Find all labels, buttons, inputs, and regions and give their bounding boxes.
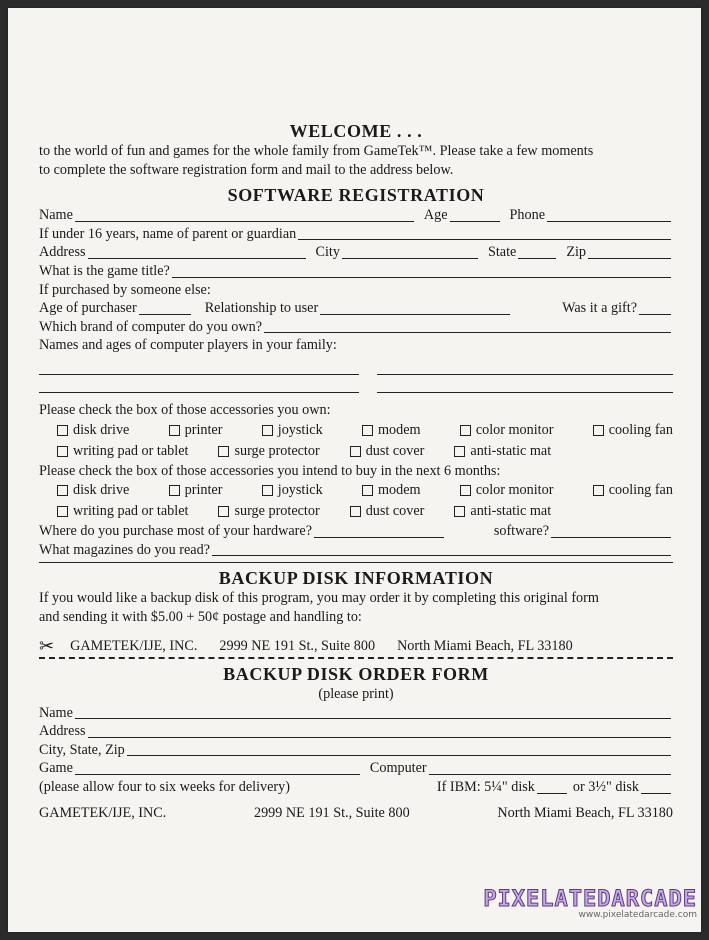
game-title-label: What is the game title? bbox=[39, 262, 170, 279]
backup-street: 2999 NE 191 St., Suite 800 bbox=[219, 637, 376, 654]
order-city-field[interactable] bbox=[127, 742, 671, 756]
phone-label: Phone bbox=[509, 207, 545, 224]
welcome-heading: WELCOME . . . bbox=[289, 121, 423, 141]
relationship-field[interactable] bbox=[320, 301, 510, 315]
state-field[interactable] bbox=[518, 245, 556, 259]
order-company: GAMETEK/IJE, INC. bbox=[39, 804, 167, 821]
checkbox[interactable] bbox=[460, 425, 471, 436]
divider bbox=[39, 562, 673, 563]
backup-city: North Miami Beach, FL 33180 bbox=[397, 637, 573, 654]
intend-writing-pad[interactable]: writing pad or tablet bbox=[57, 502, 188, 521]
own-accessories-row-1 bbox=[39, 420, 673, 441]
intend-prompt: Please check the box of those accessories you intend to buy in the next 6 months: bbox=[39, 462, 501, 479]
city-field[interactable] bbox=[342, 245, 478, 259]
software-field[interactable] bbox=[551, 524, 671, 538]
order-address-row bbox=[39, 722, 673, 741]
order-computer-field[interactable] bbox=[429, 761, 671, 775]
watermark-logo: PIXELATEDARCADE bbox=[483, 887, 697, 912]
order-35-field[interactable] bbox=[641, 780, 671, 794]
welcome-line-2: to complete the software registration form and mail to the address below. bbox=[39, 161, 454, 178]
name-field[interactable] bbox=[75, 208, 414, 222]
own-prompt: Please check the box of those accessories you own: bbox=[39, 401, 331, 418]
name-row bbox=[39, 206, 673, 225]
magazines-label: What magazines do you read? bbox=[39, 541, 210, 558]
checkbox[interactable] bbox=[350, 446, 361, 457]
checkbox[interactable] bbox=[218, 446, 229, 457]
zip-field[interactable] bbox=[588, 245, 671, 259]
watermark-url: www.pixelatedarcade.com bbox=[578, 910, 697, 920]
players-field-4[interactable] bbox=[377, 375, 673, 393]
game-title-field[interactable] bbox=[172, 264, 671, 278]
players-lines bbox=[39, 357, 673, 393]
zip-label: Zip bbox=[566, 244, 587, 261]
order-name-field[interactable] bbox=[75, 705, 671, 719]
backup-line-1: If you would like a backup disk of this program, you may order it by completing this original form bbox=[39, 590, 599, 607]
order-or-label: or 3½" disk bbox=[572, 779, 639, 796]
checkbox[interactable] bbox=[218, 506, 229, 517]
checkbox[interactable] bbox=[262, 485, 273, 496]
checkbox[interactable] bbox=[362, 425, 373, 436]
own-anti-static-mat[interactable]: anti-static mat bbox=[454, 442, 551, 461]
own-writing-pad[interactable]: writing pad or tablet bbox=[57, 442, 188, 461]
checkbox[interactable] bbox=[57, 506, 68, 517]
game-title-row bbox=[39, 262, 673, 281]
brand-row bbox=[39, 318, 673, 337]
intend-joystick[interactable]: joystick bbox=[262, 481, 323, 500]
hardware-field[interactable] bbox=[314, 524, 444, 538]
checkbox[interactable] bbox=[362, 485, 373, 496]
intend-cooling-fan[interactable]: cooling fan bbox=[593, 481, 673, 500]
own-color-monitor[interactable]: color monitor bbox=[460, 421, 554, 440]
checkbox[interactable] bbox=[593, 485, 604, 496]
order-address-field[interactable] bbox=[88, 724, 672, 738]
order-subheading: (please print) bbox=[318, 686, 394, 703]
checkbox[interactable] bbox=[57, 425, 68, 436]
backup-company: GAMETEK/IJE, INC. bbox=[70, 637, 198, 654]
address-row bbox=[39, 243, 673, 262]
order-name-label: Name bbox=[39, 704, 73, 721]
hardware-row bbox=[39, 522, 673, 541]
software-label: software? bbox=[493, 523, 549, 540]
city-label: City bbox=[315, 244, 340, 261]
players-label: Names and ages of computer players in your family: bbox=[39, 337, 337, 354]
intend-accessories-row-2 bbox=[39, 501, 673, 522]
players-field-1[interactable] bbox=[39, 357, 359, 375]
welcome-line-1: to the world of fun and games for the whole family from GameTek™. Please take a few moments bbox=[39, 143, 594, 159]
name-label: Name bbox=[39, 207, 73, 224]
intend-accessories-row-1 bbox=[39, 480, 673, 501]
order-city-label: City, State, Zip bbox=[39, 741, 125, 758]
own-accessories-row-2 bbox=[39, 441, 673, 462]
magazines-row bbox=[39, 541, 673, 560]
guardian-label: If under 16 years, name of parent or guardian bbox=[39, 225, 297, 242]
watermark bbox=[483, 887, 697, 920]
purchaser-row bbox=[39, 299, 673, 318]
phone-field[interactable] bbox=[547, 208, 671, 222]
form-content bbox=[39, 120, 673, 822]
purchaser-age-field[interactable] bbox=[139, 301, 191, 315]
checkbox[interactable] bbox=[57, 485, 68, 496]
state-label: State bbox=[487, 244, 517, 261]
checkbox[interactable] bbox=[454, 506, 465, 517]
gift-field[interactable] bbox=[639, 301, 671, 315]
purchased-by-label: If purchased by someone else: bbox=[39, 281, 211, 298]
backup-line-2: and sending it with $5.00 + 50¢ postage and handling to: bbox=[39, 608, 362, 625]
order-city: North Miami Beach, FL 33180 bbox=[497, 804, 673, 821]
checkbox[interactable] bbox=[169, 485, 180, 496]
age-label: Age bbox=[423, 207, 448, 224]
own-joystick[interactable]: joystick bbox=[262, 421, 323, 440]
brand-field[interactable] bbox=[264, 319, 671, 333]
intend-color-monitor[interactable]: color monitor bbox=[460, 481, 554, 500]
form-page bbox=[8, 8, 701, 932]
order-computer-label: Computer bbox=[369, 760, 427, 777]
hardware-label: Where do you purchase most of your hardware? bbox=[39, 523, 313, 540]
address-field[interactable] bbox=[88, 245, 306, 259]
order-game-row bbox=[39, 759, 673, 778]
checkbox[interactable] bbox=[593, 425, 604, 436]
players-field-2[interactable] bbox=[377, 357, 673, 375]
players-row bbox=[39, 336, 673, 355]
relationship-label: Relationship to user bbox=[204, 300, 319, 317]
order-city-row bbox=[39, 741, 673, 760]
intend-dust-cover[interactable]: dust cover bbox=[350, 502, 425, 521]
intend-disk-drive[interactable]: disk drive bbox=[57, 481, 129, 500]
own-modem[interactable]: modem bbox=[362, 421, 421, 440]
cut-line bbox=[39, 657, 673, 659]
checkbox[interactable] bbox=[169, 425, 180, 436]
address-label: Address bbox=[39, 244, 86, 261]
intend-anti-static-mat[interactable]: anti-static mat bbox=[454, 502, 551, 521]
own-disk-drive[interactable]: disk drive bbox=[57, 421, 129, 440]
order-street: 2999 NE 191 St., Suite 800 bbox=[253, 804, 410, 821]
magazines-field[interactable] bbox=[212, 542, 671, 556]
purchaser-age-label: Age of purchaser bbox=[39, 300, 137, 317]
mail-address-row bbox=[39, 637, 673, 656]
checkbox[interactable] bbox=[454, 446, 465, 457]
registration-heading: SOFTWARE REGISTRATION bbox=[227, 185, 485, 206]
own-cooling-fan[interactable]: cooling fan bbox=[593, 421, 673, 440]
intend-surge-protector[interactable]: surge protector bbox=[218, 502, 319, 521]
order-name-row bbox=[39, 704, 673, 723]
intend-printer[interactable]: printer bbox=[169, 481, 223, 500]
backup-heading: BACKUP DISK INFORMATION bbox=[218, 568, 494, 589]
order-game-label: Game bbox=[39, 760, 73, 777]
order-delivery-label: (please allow four to six weeks for delivery) bbox=[39, 779, 290, 796]
intend-modem[interactable]: modem bbox=[362, 481, 421, 500]
guardian-row bbox=[39, 225, 673, 244]
own-surge-protector[interactable]: surge protector bbox=[218, 442, 319, 461]
checkbox[interactable] bbox=[262, 425, 273, 436]
purchased-by-row bbox=[39, 281, 673, 300]
order-delivery-row bbox=[39, 778, 673, 797]
order-footer bbox=[39, 804, 673, 823]
age-field[interactable] bbox=[450, 208, 500, 222]
checkbox[interactable] bbox=[350, 506, 361, 517]
scissors-icon: ✂ bbox=[39, 635, 55, 656]
players-field-3[interactable] bbox=[39, 375, 359, 393]
checkbox[interactable] bbox=[57, 446, 68, 457]
checkbox[interactable] bbox=[460, 485, 471, 496]
order-525-field[interactable] bbox=[537, 780, 567, 794]
order-heading: BACKUP DISK ORDER FORM bbox=[223, 664, 489, 685]
guardian-field[interactable] bbox=[298, 226, 671, 240]
order-game-field[interactable] bbox=[75, 761, 360, 775]
brand-label: Which brand of computer do you own? bbox=[39, 318, 262, 335]
order-ibm-label: If IBM: 5¼" disk bbox=[436, 779, 535, 796]
gift-label: Was it a gift? bbox=[562, 300, 637, 317]
own-dust-cover[interactable]: dust cover bbox=[350, 442, 425, 461]
order-address-label: Address bbox=[39, 723, 86, 740]
own-printer[interactable]: printer bbox=[169, 421, 223, 440]
